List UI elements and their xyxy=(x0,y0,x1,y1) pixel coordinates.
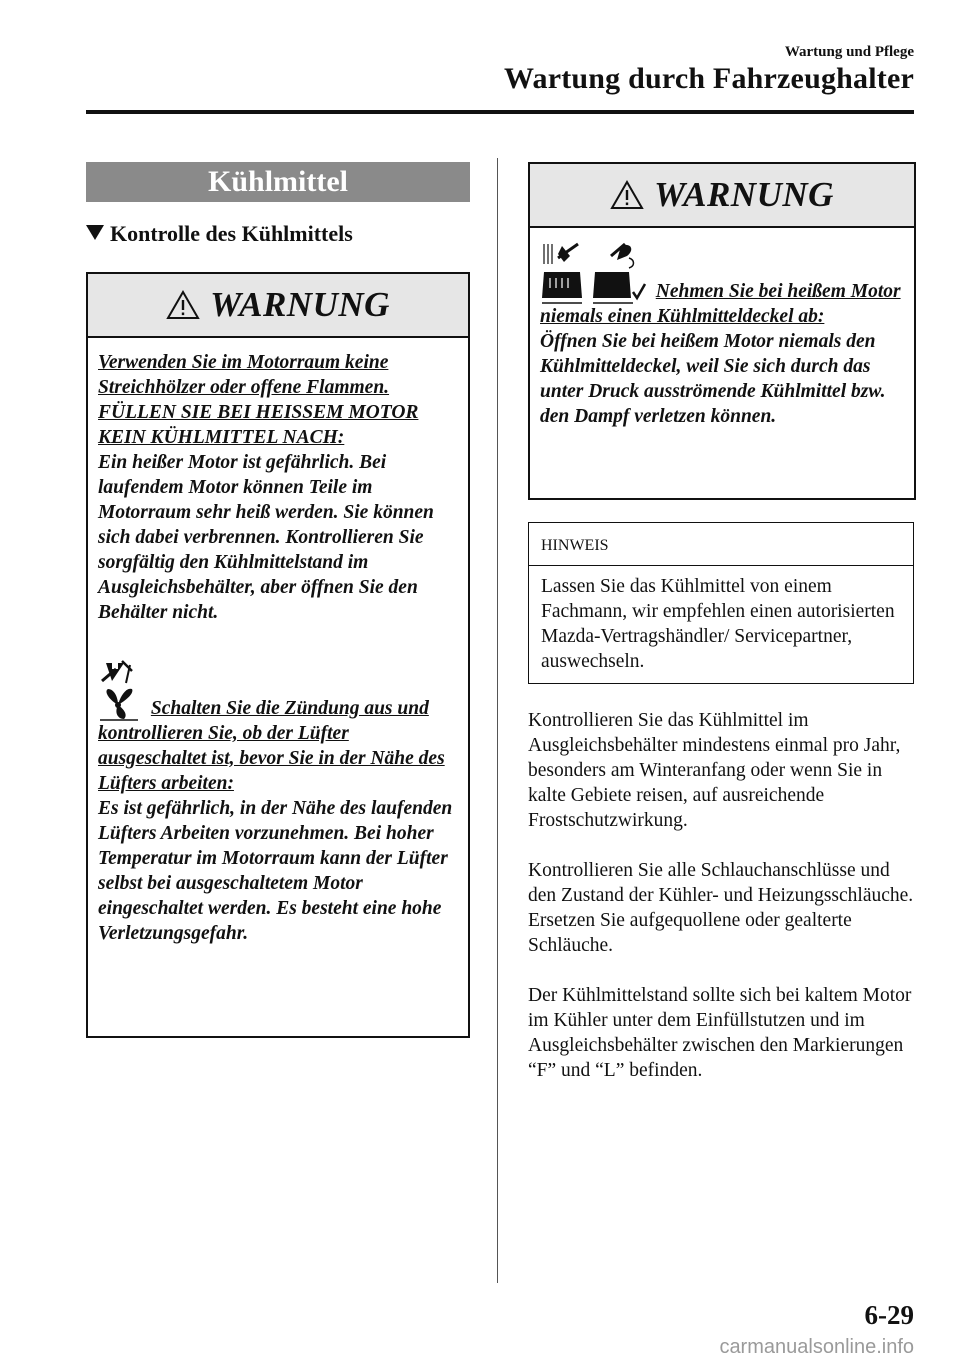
page-title: Wartung durch Fahrzeughalter xyxy=(503,62,914,95)
subheading-text: Kontrolle des Kühlmittels xyxy=(110,221,353,246)
body-paragraph-3: Der Kühlmittelstand sollte sich bei kaltem Motor im Kühler unter dem Einfüllstutzen und im Ausgleichsbehälter zwischen den Markierungen “F” und “L” befinden. xyxy=(528,985,912,1081)
no-hot-reservoir-icon xyxy=(540,242,586,304)
warning-fan-text: Es ist gefährlich, in der Nähe des laufenden Lüfters Arbeiten vorzunehmen. Bei hoher Temperatur im Motorraum kann der Lüfter selbst bei ausgeschaltetem Motor eingeschaltet werden. Es besteht eine hohe Verletzungsgefahr. xyxy=(98,798,453,944)
watermark: carmanualsonline.info xyxy=(719,1336,914,1358)
warning-label: WARNUNG xyxy=(210,285,390,324)
warning-box-left xyxy=(86,272,470,1038)
no-fan-icon xyxy=(98,659,142,721)
note-text: Lassen Sie das Kühlmittel von einem Fachmann, wir empfehlen einen autorisierten Mazda-Vertragshändler/ Servicepartner, auswechseln. xyxy=(541,576,895,672)
section-title: Kühlmittel xyxy=(86,162,470,202)
warning-right-body xyxy=(530,228,914,429)
triangle-down-icon xyxy=(86,225,104,240)
header-rule xyxy=(86,110,914,114)
warning-box-right xyxy=(528,162,916,500)
note-label: HINWEIS xyxy=(529,523,913,566)
chapter-title: Wartung und Pflege xyxy=(784,44,914,60)
no-open-cap-icon xyxy=(591,242,647,304)
warning-hot-engine-text: Ein heißer Motor ist gefährlich. Bei laufendem Motor können Teile im Motorraum sehr heiß werden. Sie können sich dabei verbrennen. Kontrollieren Sie sorgfältig den Kühlmittelstand im Ausgleichsbehälter, aber öffnen Sie den Behälter nicht. xyxy=(98,452,434,623)
page-number: 6-29 xyxy=(864,1300,914,1330)
body-text xyxy=(528,708,918,1108)
warning-cap-heading: Nehmen Sie bei heißem Motor niemals einen Kühlmitteldeckel ab: xyxy=(540,281,901,327)
body-paragraph-1: Kontrollieren Sie das Kühlmittel im Ausgleichsbehälter mindestens einmal pro Jahr, besonders am Winteranfang oder wenn Sie in kalte Gebiete reisen, auf ausreichende Frostschutzwirkung. xyxy=(528,710,901,831)
note-box xyxy=(528,522,914,684)
subheading xyxy=(86,221,353,247)
warning-triangle-icon xyxy=(166,290,200,320)
warning-fan-heading: Schalten Sie die Zündung aus und kontrollieren Sie, ob der Lüfter ausgeschaltet ist, bevor Sie in der Nähe des Lüfters arbeiten: xyxy=(98,698,445,794)
warning-triangle-icon xyxy=(610,180,644,210)
warning-label: WARNUNG xyxy=(654,175,834,214)
warning-no-refill-heading: FÜLLEN SIE BEI HEISSEM MOTOR KEIN KÜHLMITTEL NACH: xyxy=(98,402,419,448)
body-paragraph-2a: Kontrollieren Sie alle Schlauchanschlüsse und den Zustand der Kühler- und Heizungsschläuche. xyxy=(528,860,914,906)
warning-left-body xyxy=(88,338,468,946)
warning-header xyxy=(530,164,914,228)
warning-header xyxy=(88,274,468,338)
column-divider xyxy=(497,158,498,1283)
warning-no-flames: Verwenden Sie im Motorraum keine Streichhölzer oder offene Flammen. xyxy=(98,352,390,398)
body-paragraph-2b: Ersetzen Sie aufgequollene oder gealterte Schläuche. xyxy=(528,910,852,956)
warning-cap-text: Öffnen Sie bei heißem Motor niemals den Kühlmitteldeckel, weil Sie sich durch das unter Druck ausströmende Kühlmittel bzw. den Dampf verletzen können. xyxy=(540,331,886,427)
